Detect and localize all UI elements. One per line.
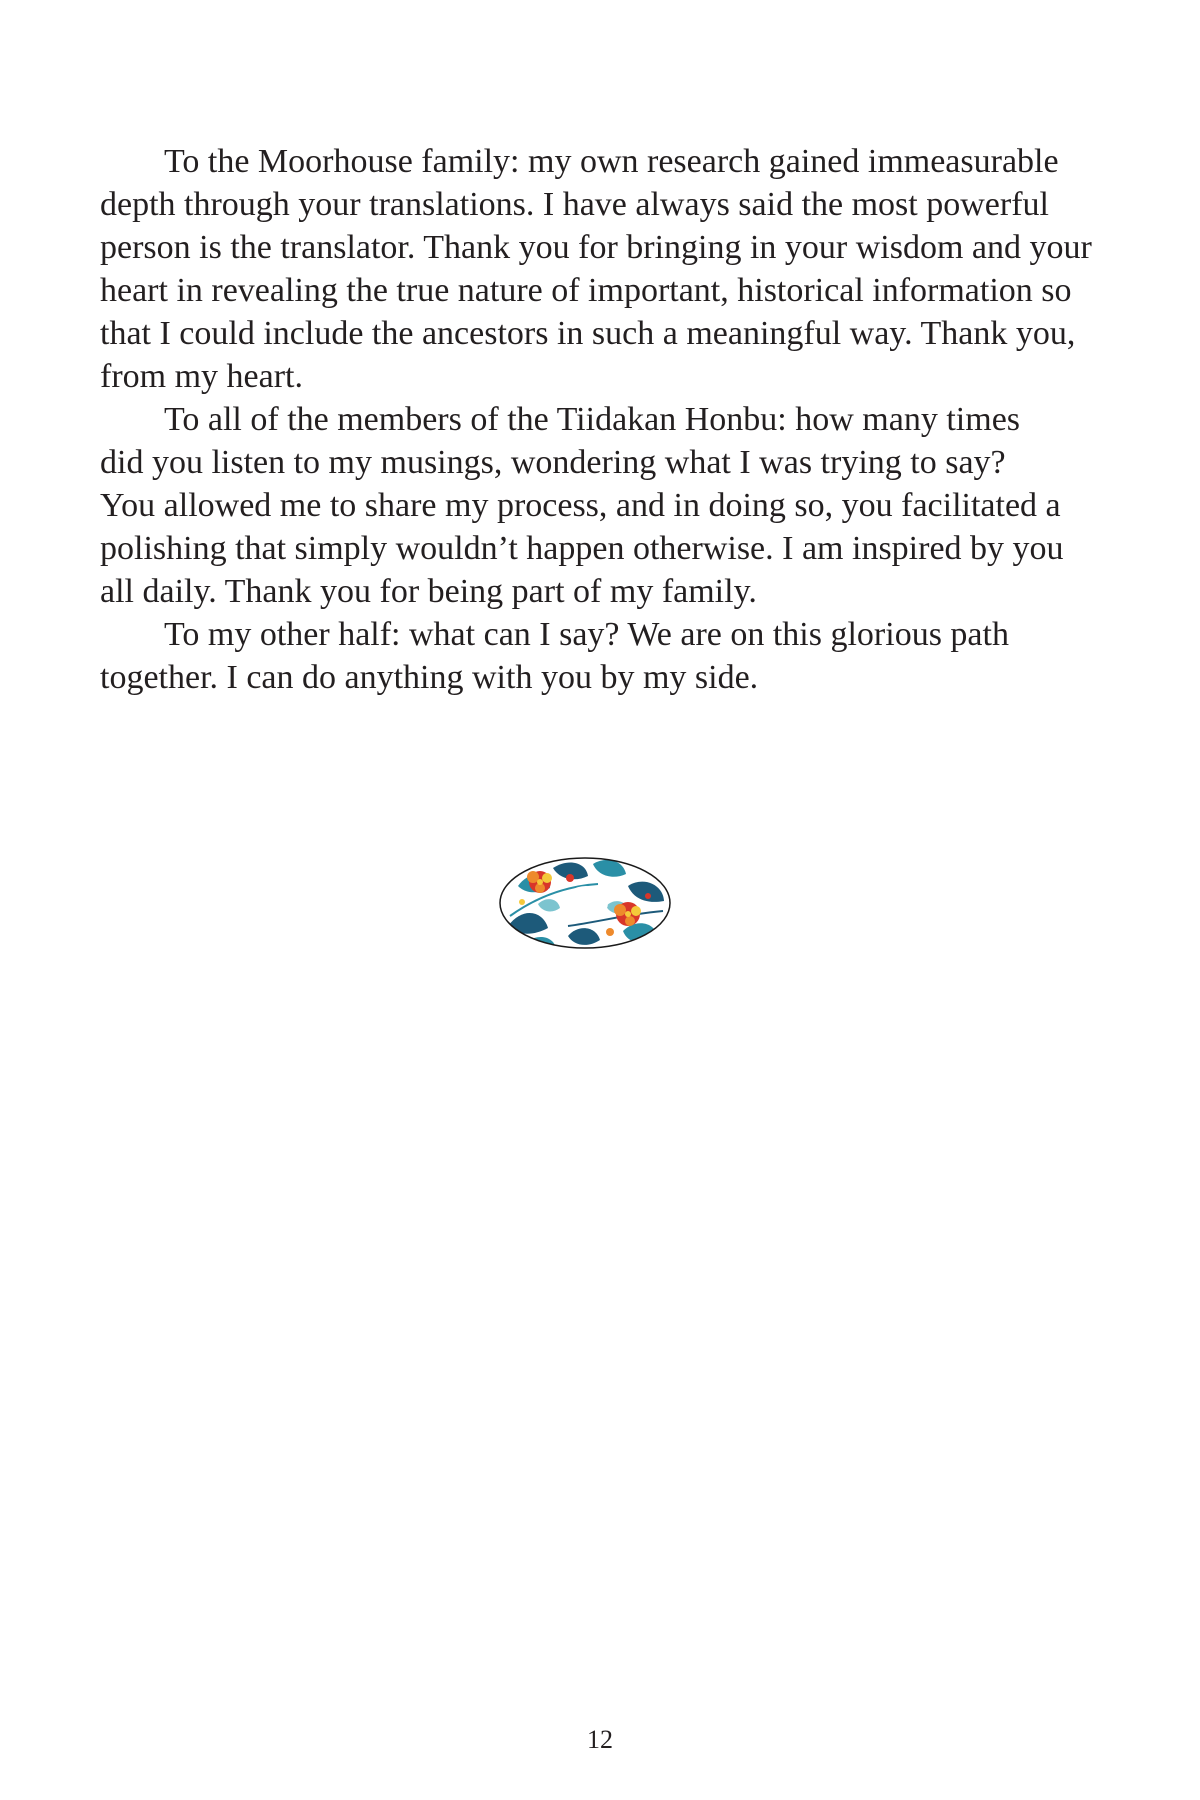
page-number: 12 — [587, 1725, 613, 1754]
text-line: To the Moorhouse family: my own research gained immeasurable — [164, 143, 1059, 180]
text-line: person is the translator. Thank you for bringing in your wisdom and your — [100, 229, 1092, 266]
body-text — [100, 140, 1110, 699]
text-line: heart in revealing the true nature of important, historical information so — [100, 272, 1072, 309]
text-line: together. I can do anything with you by my side. — [100, 659, 759, 696]
paragraph-moorhouse — [100, 140, 1110, 398]
text-line: did you listen to my musings, wondering what I was trying to say? — [100, 444, 1006, 481]
text-line: polishing that simply wouldn’t happen otherwise. I am inspired by you — [100, 530, 1064, 567]
text-line: depth through your translations. I have always said the most powerful — [100, 186, 1049, 223]
text-line: To all of the members of the Tiidakan Honbu: how many times — [164, 401, 1021, 438]
text-line: You allowed me to share my process, and in doing so, you facilitated a — [100, 487, 1061, 524]
text-line: all daily. Thank you for being part of my family. — [100, 573, 757, 610]
floral-oval-ornament-icon — [498, 856, 672, 950]
text-line: To my other half: what can I say? We are on this glorious path — [164, 616, 1009, 653]
paragraph-tiidakan-honbu — [100, 398, 1110, 613]
paragraph-other-half — [100, 613, 1110, 699]
text-line: from my heart. — [100, 358, 303, 395]
text-line: that I could include the ancestors in such a meaningful way. Thank you, — [100, 315, 1076, 352]
